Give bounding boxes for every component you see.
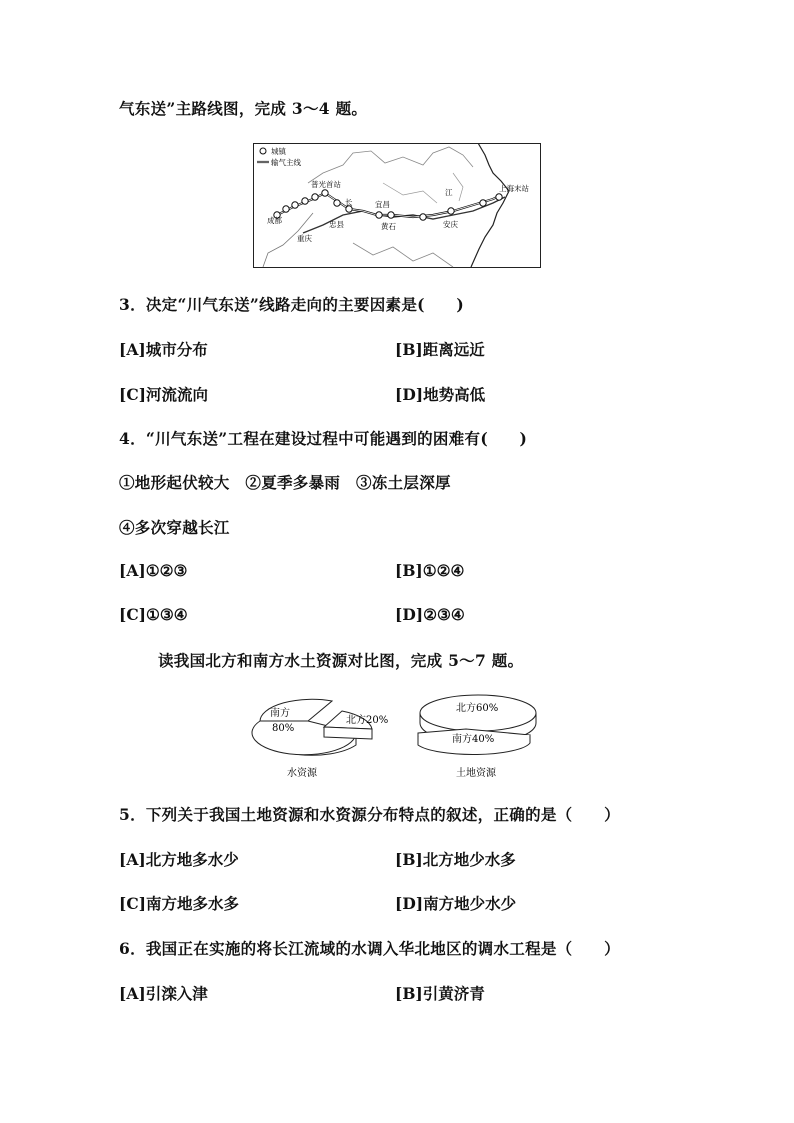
legend-pipeline-label: 输气主线 [271, 158, 301, 167]
q5-option-a[interactable]: [A]北方地多水少 [119, 850, 239, 869]
water-south-value: 80% [272, 723, 295, 734]
label-puguang: 普光首站 [311, 180, 341, 189]
q6-option-b[interactable]: [B]引黄济青 [395, 984, 485, 1003]
water-pie [252, 699, 388, 779]
q6-stem: 6．我国正在实施的将长江流域的水调入华北地区的调水工程是（ ） [119, 939, 620, 958]
land-pie [418, 695, 536, 779]
q4-option-b[interactable]: [B]①②④ [395, 561, 465, 580]
land-north-label: 北方60% [456, 703, 499, 714]
label-zhongxian: 忠县 [329, 220, 344, 229]
q4-option-a[interactable]: [A]①②③ [119, 561, 188, 580]
q5-option-d[interactable]: [D]南方地少水少 [395, 894, 517, 913]
q3-stem: 3．决定“川气东送”线路走向的主要因素是( ) [119, 295, 464, 314]
land-south-label: 南方40% [452, 734, 495, 745]
water-title: 水资源 [287, 768, 317, 779]
q3-option-b[interactable]: [B]距离远近 [395, 340, 485, 359]
label-chang: 长 [345, 198, 353, 207]
label-jiang: 江 [445, 188, 453, 197]
q4-option-c[interactable]: [C]①③④ [119, 605, 188, 624]
q4-stem: 4．“川气东送”工程在建设过程中可能遇到的困难有( ) [119, 429, 528, 448]
q3-option-c[interactable]: [C]河流流向 [119, 385, 209, 404]
label-huangshi: 黄石 [381, 222, 396, 231]
pie-svg [240, 693, 550, 785]
water-north-label: 北方20% [346, 715, 389, 726]
label-yichang: 宜昌 [375, 200, 390, 209]
read-instruction: 读我国北方和南方水土资源对比图，完成 5～7 题。 [158, 651, 524, 670]
label-shanghai: 上海末站 [499, 184, 529, 193]
q4-option-d[interactable]: [D]②③④ [395, 605, 465, 624]
label-chongqing: 重庆 [297, 234, 312, 243]
water-south-name: 南方 [270, 708, 290, 719]
q6-option-a[interactable]: [A]引滦入津 [119, 984, 208, 1003]
legend-town-label: 城镇 [271, 147, 286, 156]
q3-option-d[interactable]: [D]地势高低 [395, 385, 486, 404]
q4-items-line1: ①地形起伏较大 ②夏季多暴雨 ③冻土层深厚 [119, 473, 451, 492]
q5-option-c[interactable]: [C]南方地多水多 [119, 894, 240, 913]
water-land-pie-figure [240, 693, 550, 789]
pipeline-map [253, 143, 541, 272]
map-svg [253, 143, 541, 268]
q4-items-line2: ④多次穿越长江 [119, 518, 230, 537]
q3-option-a[interactable]: [A]城市分布 [119, 340, 208, 359]
intro-line: 气东送”主路线图，完成 3～4 题。 [119, 99, 368, 118]
land-title: 土地资源 [456, 768, 496, 779]
label-anqing: 安庆 [443, 220, 458, 229]
q5-option-b[interactable]: [B]北方地少水多 [395, 850, 516, 869]
label-chengdu: 成都 [267, 216, 282, 225]
q5-stem: 5．下列关于我国土地资源和水资源分布特点的叙述，正确的是（ ） [119, 805, 620, 824]
